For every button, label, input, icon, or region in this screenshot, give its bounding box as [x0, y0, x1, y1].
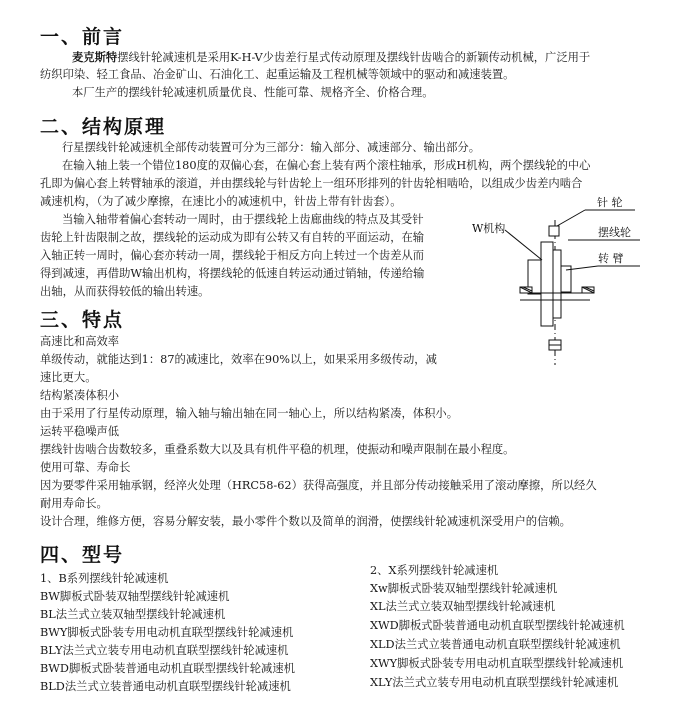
label-pin-wheel: 针 轮 — [597, 196, 623, 209]
section-heading-features: 三、特点 — [40, 309, 125, 331]
label-rotating-arm: 转 臂 — [598, 252, 624, 265]
model-list-item: BW脚板式卧装双轴型摆线针轮减速机 — [40, 590, 230, 603]
model-list-item: Xw脚板式卧装双轴型摆线针轮减速机 — [370, 582, 558, 595]
model-list-item: XWD脚板式卧装普通电动机直联型摆线针轮减速机 — [370, 619, 625, 632]
structure-line: 减速机构，（为了减少摩擦，在速比小的减速机中，针齿上带有针齿套）。 — [40, 195, 402, 208]
structure-line: 得到减速，再借助W输出机构，将摆线轮的低速自转运动通过销轴，传递给输 — [40, 267, 425, 280]
feature-title: 运转平稳噪声低 — [40, 425, 120, 438]
intro-text: 摆线针轮减速机是采用K-H-V少齿差行星式传动原理及摆线针齿啮合的新颖传动机械，广泛用于 — [117, 51, 591, 64]
structure-line: 出轴，从而获得较低的输出转速。 — [40, 285, 210, 298]
label-w-mechanism: W机构 — [472, 222, 506, 235]
pin-wheel-block — [549, 226, 559, 236]
leader-line — [557, 210, 585, 226]
model-list-item: XLY法兰式立装专用电动机直联型摆线针轮减速机 — [370, 676, 619, 689]
brand-name: 麦克斯特 — [72, 50, 118, 64]
model-list-item: BWD脚板式卧装普通电动机直联型摆线针轮减速机 — [40, 662, 295, 675]
feature-text: 速比更大。 — [40, 371, 97, 384]
structure-line: 当输入轴带着偏心套转动一周时，由于摆线轮上齿廊曲线的特点及其受针 — [62, 213, 424, 226]
model-list-item: XLD法兰式立装普通电动机直联型摆线针轮减速机 — [370, 638, 621, 651]
structure-line: 入轴正转一周时，偏心套亦转动一周，摆线轮于相反方向上转过一个齿差从而 — [40, 249, 425, 262]
feature-text: 设计合理，维修方便，容易分解安装，最小零件个数以及简单的润滑，使摆线针轮减速机深受用户的信赖。 — [40, 515, 571, 528]
intro-paragraph-line — [72, 48, 590, 67]
structure-line: 齿轮上针齿限制之故，摆线轮的运动成为即有公转又有自转的平面运动，在输 — [40, 231, 425, 244]
model-list-item: BLD法兰式立装普通电动机直联型摆线针轮减速机 — [40, 680, 291, 693]
section-heading-models: 四、型号 — [40, 544, 125, 566]
intro-paragraph-line: 纺织印染、轻工食品、冶金矿山、石油化工、起重运输及工程机械等领域中的驱动和减速装置。 — [40, 68, 515, 81]
feature-title: 使用可靠、寿命长 — [40, 461, 131, 474]
model-list-item: 2、X系列摆线针轮减速机 — [370, 564, 499, 577]
feature-title: 结构紧凑体积小 — [40, 389, 120, 402]
model-list-item: XWY脚板式卧装专用电动机直联型摆线针轮减速机 — [370, 657, 624, 670]
structure-line: 在输入轴上装一个错位180度的双偏心套，在偏心套上装有两个滚柱轴承，形成H机构，两个摆线轮的中心 — [62, 159, 591, 172]
feature-title: 高速比和高效率 — [40, 335, 120, 348]
model-list-item: XL法兰式立装双轴型摆线针轮减速机 — [370, 600, 555, 613]
feature-text: 耐用寿命长。 — [40, 497, 108, 510]
section-heading-intro: 一、前言 — [40, 26, 125, 48]
intro-paragraph-line: 本厂生产的摆线针轮减速机质量优良、性能可靠、规格齐全、价格合理。 — [72, 86, 434, 99]
feature-text: 摆线针齿啮合齿数较多，重叠系数大以及具有机件平稳的机理，使振动和噪声限制在最小程度。 — [40, 443, 515, 456]
model-list-item: 1、B系列摆线针轮减速机 — [40, 572, 169, 585]
structure-line: 孔即为偏心套上转臂轴承的滚道，并由摆线轮与针齿轮上一组环形排列的针齿轮相啮哈，以组成少齿差内啮合 — [40, 177, 583, 190]
section-heading-structure: 二、结构原理 — [40, 116, 167, 138]
model-list-item: BLY法兰式立装专用电动机直联型摆线针轮减速机 — [40, 644, 289, 657]
model-list-item: BWY脚板式卧装专用电动机直联型摆线针轮减速机 — [40, 626, 294, 639]
structure-line: 行星摆线针轮减速机全部传动装置可分为三部分：输入部分、减速部分、输出部分。 — [62, 141, 480, 154]
feature-text: 由于采用了行星传动原理，输入轴与输出轴在同一轴心上，所以结构紧凑，体积小。 — [40, 407, 458, 420]
model-list-item: BL法兰式立装双轴型摆线针轮减速机 — [40, 608, 226, 621]
feature-text: 因为要零件采用轴承钢，经淬火处理（HRC58-62）获得高强度，并且部分传动接触采用了滚动摩擦，所以经久 — [40, 479, 597, 492]
reducer-structure-diagram — [470, 190, 670, 370]
feature-text: 单级传动，就能达到1：87的减速比，效率在90%以上，如果采用多级传动，减 — [40, 353, 437, 366]
label-cycloid-wheel: 摆线轮 — [598, 226, 631, 239]
